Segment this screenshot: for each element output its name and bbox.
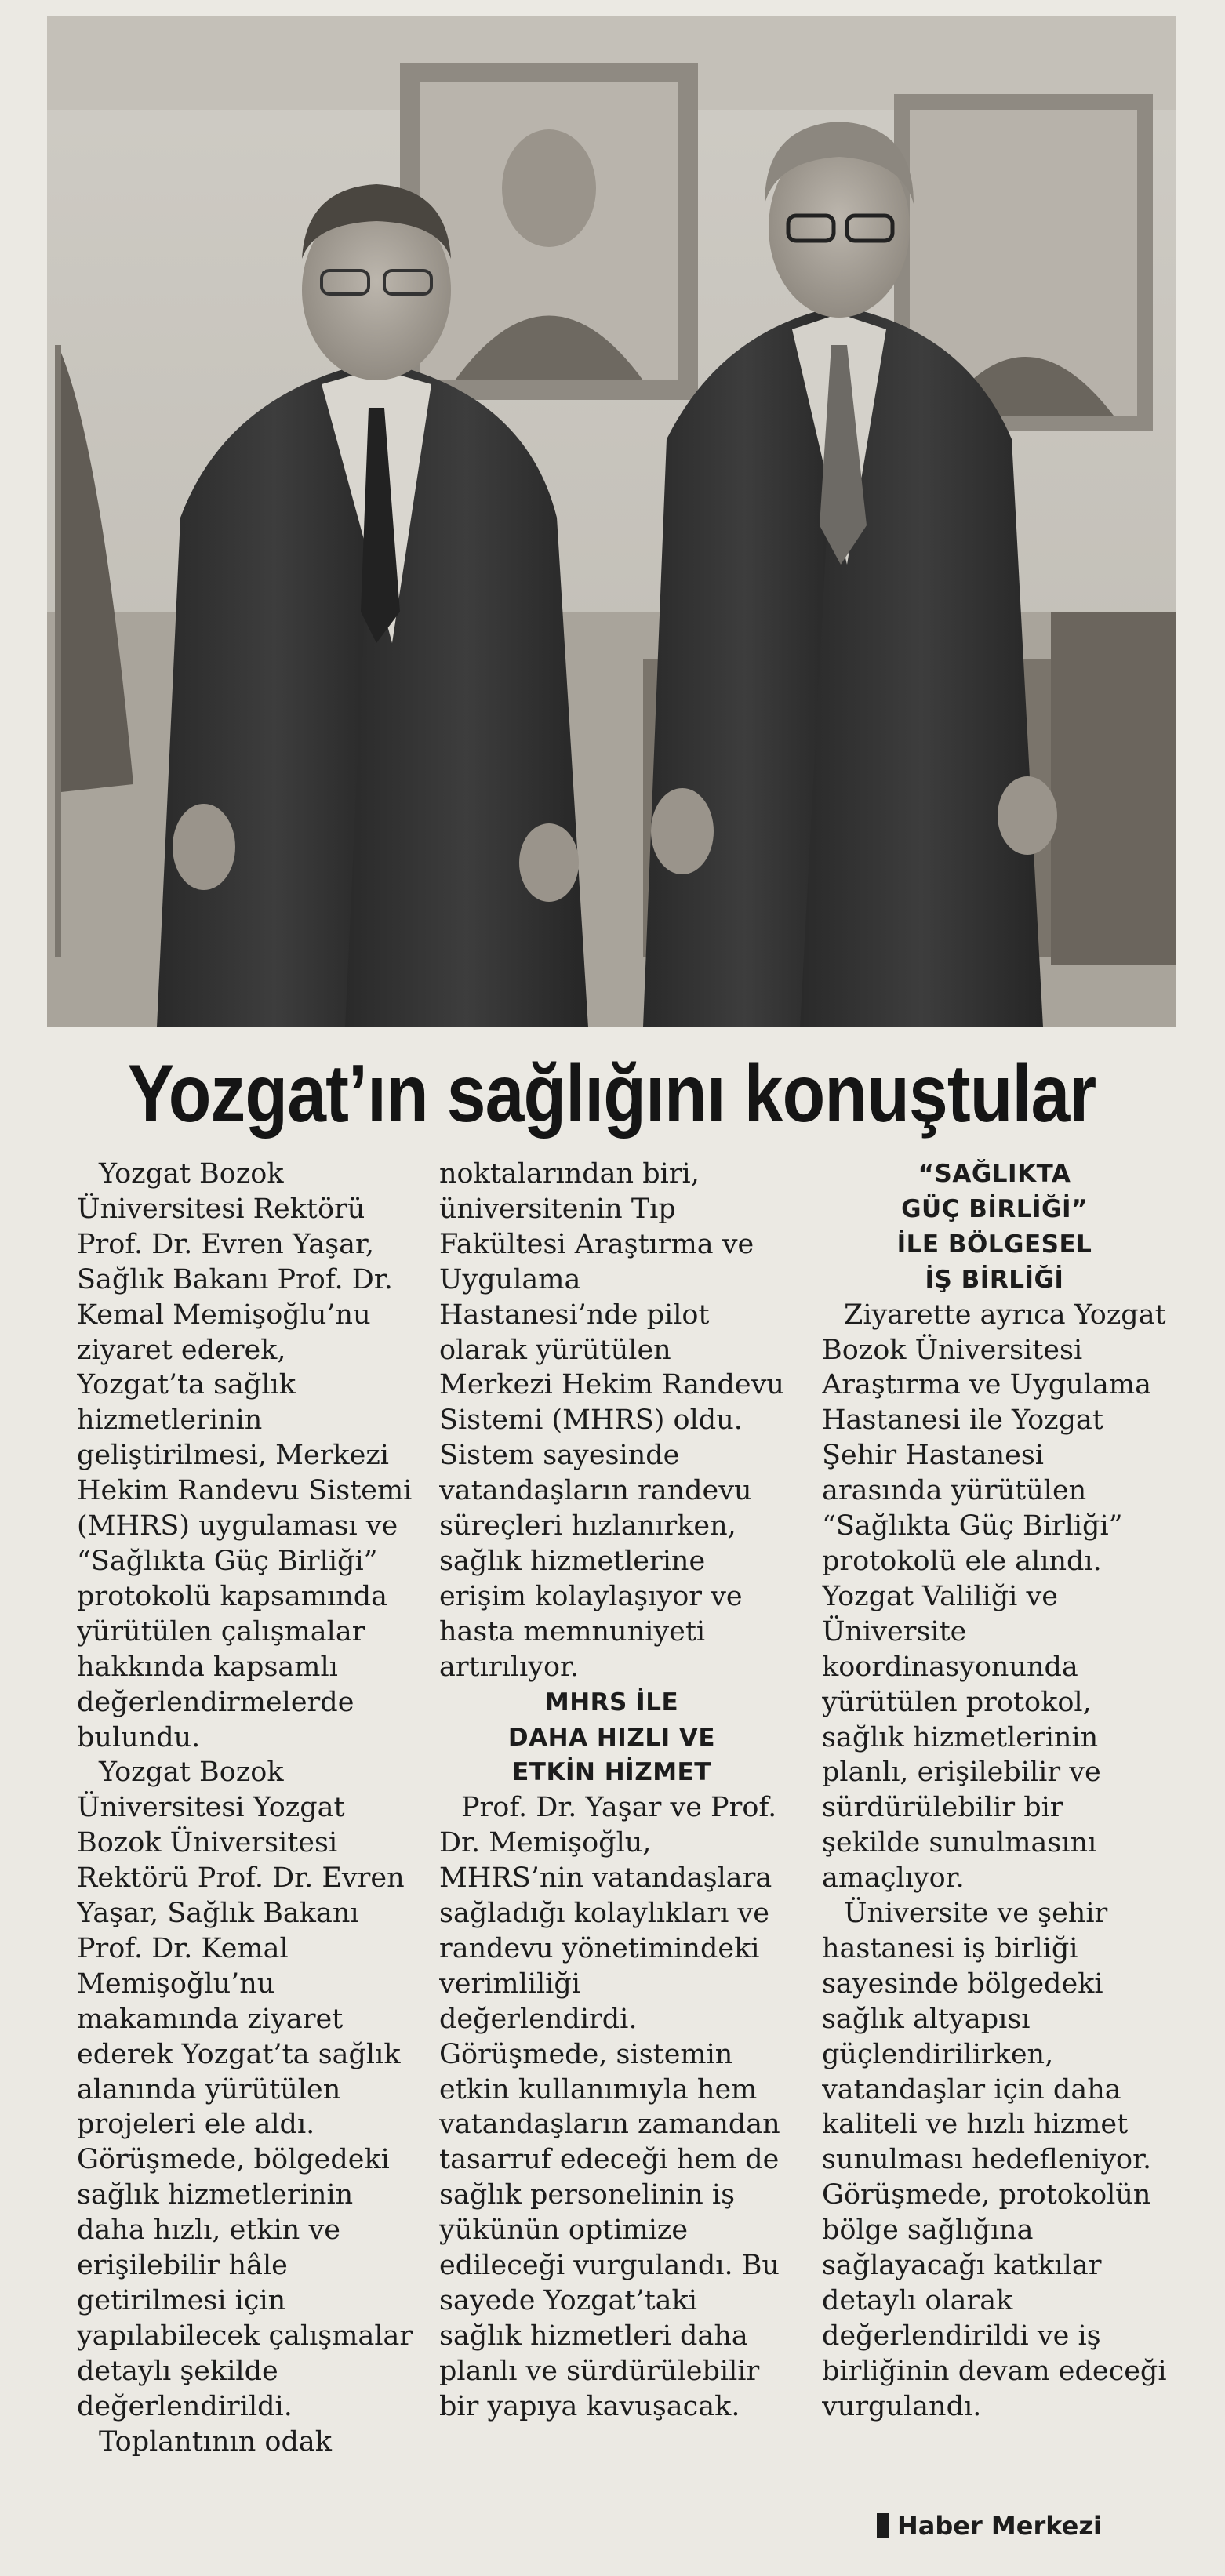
subheading-line: GÜÇ BİRLİĞİ” [901,1194,1088,1223]
article-column-1 [77,1157,422,2505]
article-column-3 [822,1157,1167,2505]
paragraph: Yozgat Bozok Üniversitesi Yozgat Bozok Üniversitesi Rektörü Prof. Dr. Evren Yaşar, Sağlık Bakanı Prof. Dr. Kemal Memişoğlu’nu makamında ziyaret ederek Yozgat’ta sağlık alanında yürütülen projeleri ele aldı. Görüşmede, bölgedeki sağlık hizmetlerinin daha hızlı, etkin ve erişilebilir hâle getirilmesi için yapılabilecek çalışmalar detaylı şekilde değerlendirildi. [77,1757,413,2422]
photo-illustration [47,16,1176,1027]
paragraph: Prof. Dr. Yaşar ve Prof. Dr. Memişoğlu, MHRS’nin vatandaşlara sağladığı kolaylıkları ve randevu yönetimindeki verimliliği değerlendirdi. Görüşmede, sistemin etkin kullanımıyla hem vatandaşların zamandan tasarruf edeceği hem de sağlık personelinin iş yükünün optimize edileceği vurgulandı. Bu sayede Yozgat’taki sağlık hizmetleri daha planlı ve sürdürülebilir bir yapıya kavuşacak. [439,1792,780,2422]
headline: Yozgat’ın sağlığını konuştular [127,1048,1096,1139]
paragraph: Üniversite ve şehir hastanesi iş birliği sayesinde bölgedeki sağlık altyapısı güçlendirilirken, vatandaşlar için daha kaliteli ve hızlı hizmet sunulması hedefleniyor. Görüşmede, protokolün bölge sağlığına sağlayacağı katkılar detaylı olarak değerlendirildi ve iş birliğinin devam edeceği vurgulandı. [822,1898,1167,2422]
paragraph: Ziyarette ayrıca Yozgat Bozok Üniversitesi Araştırma ve Uygulama Hastanesi ile Yozgat Şehir Hastanesi arasında yürütülen “Sağlıkta Güç Birliği” protokolü ele alındı. Yozgat Valiliği ve Üniversite koordinasyonunda yürütülen protokol, sağlık hizmetlerinin planlı, erişilebilir ve sürdürülebilir bir şekilde sunulmasını amaçlıyor. [822,1299,1166,1895]
credit-marker-icon [877,2513,889,2538]
paragraph: Yozgat Bozok Üniversitesi Rektörü Prof. Dr. Evren Yaşar, Sağlık Bakanı Prof. Dr. Kemal Memişoğlu’nu ziyaret ederek, Yozgat’ta sağlık hizmetlerinin geliştirilmesi, Merkezi Hekim Randevu Sistemi (MHRS) uygulaması ve “Sağlıkta Güç Birliği” protokolü kapsamında yürütülen çalışmalar hakkında kapsamlı değerlendirmelerde bulundu. [77,1158,413,1753]
paragraph: noktalarından biri, üniversitenin Tıp Fakültesi Araştırma ve Uygulama Hastanesi’nde pilot olarak yürütülen Merkezi Hekim Randevu Sistemi (MHRS) oldu. Sistem sayesinde vatandaşların randevu süreçleri hızlanırken, sağlık hizmetlerine erişim kolaylaşıyor ve hasta memnuniyeti artırılıyor. [439,1158,784,1683]
subheading-saglikta-guc-birligi [822,1157,1167,1298]
subheading-line: DAHA HIZLI VE [507,1723,716,1752]
credit-text: Haber Merkezi [897,2511,1102,2541]
article-column-2 [439,1157,784,2505]
subheading-line: MHRS İLE [544,1688,679,1717]
subheading-line: ETKİN HİZMET [512,1758,711,1787]
news-photo [47,16,1176,1027]
subheading-mhrs [439,1685,784,1791]
subheading-line: İŞ BİRLİĞİ [925,1265,1064,1294]
subheading-line: İLE BÖLGESEL [896,1230,1092,1259]
paragraph: Toplantının odak [99,2425,332,2458]
author-credit [877,2506,1175,2545]
subheading-line: “SAĞLIKTA [918,1160,1071,1188]
